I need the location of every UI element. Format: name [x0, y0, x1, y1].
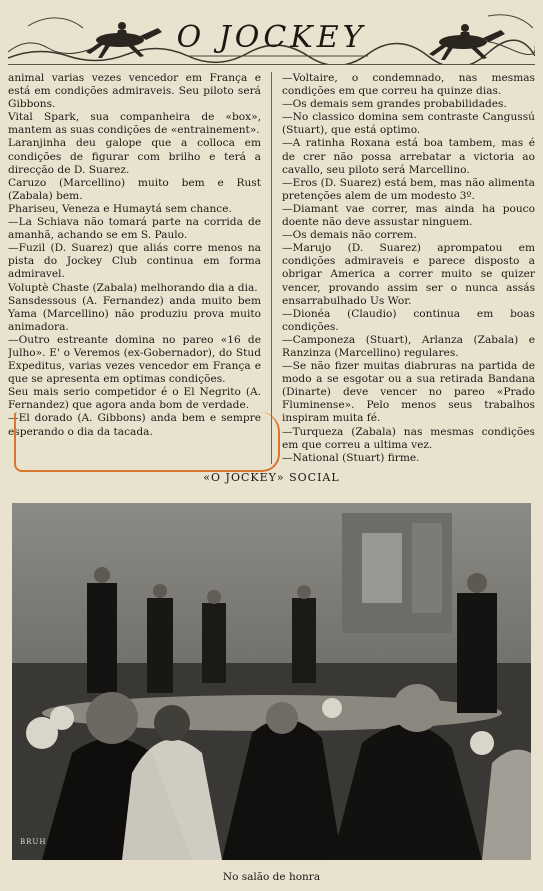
paragraph: —Voltaire, o condemnado, nas mesmas condições em que correu ha quinze dias.	[282, 72, 535, 98]
paragraph: —El dorado (A. Gibbons) anda bem e sempre esperando o dia da tacada.	[8, 412, 261, 438]
left-column	[8, 72, 261, 464]
paragraph: —Fuzil (D. Suarez) que aliás corre menos na pista do Jockey Club continua em forma admiravel.	[8, 242, 261, 281]
paragraph: —Dionéa (Claudio) continua em boas condições.	[282, 307, 535, 333]
paragraph: —Os demais sem grandes probabilidades.	[282, 98, 507, 111]
paragraph: —Camponeza (Stuart), Arlanza (Zabala) e Ranzinza (Marcellino) regulares.	[282, 333, 535, 359]
article-columns	[8, 72, 535, 464]
paragraph: —Outro estreante domina no pareo «16 de Julho». E' o Veremos (ex-Gobernador), do Stud Expeditus, varias vezes vencedor em França e que se apresenta em optimas condições.	[8, 333, 261, 386]
masthead-title: O JOCKEY	[176, 20, 367, 55]
paragraph: —No classico domina sem contraste Cangussú (Stuart), que está optimo.	[282, 111, 535, 137]
paragraph: Laranjinha deu galope que a colloca em condições de figurar com brilho e terá a direcção de D. Suarez.	[8, 137, 261, 176]
paragraph: Caruzo (Marcellino) muito bem e Rust (Zabala) bem.	[8, 176, 261, 202]
banquet-photo-illustration	[12, 503, 531, 860]
paragraph: —La Schiava não tomará parte na corrida de amanhã, achando se em S. Paulo.	[8, 216, 261, 242]
paragraph: animal varias vezes vencedor em França e está em condições admiraveis. Seu piloto será Gibbons.	[8, 72, 261, 111]
photo-caption: No salão de honra	[222, 871, 321, 883]
paragraph: Seu mais serio competidor é o El Negrito (A. Fernandez) que agora anda bom de verdade.	[8, 386, 261, 412]
paragraph: Voluptè Chaste (Zabala) melhorando dia a dia.	[8, 281, 258, 294]
paragraph: —Marujo (D. Suarez) aprompatou em condições admiraveis e parece disposto a obrigar America a correr muito se quizer vencer, provando assim ser o nunca assás ensarrabulhado Us Wor.	[282, 242, 535, 307]
right-column	[282, 72, 535, 464]
section-title: «O JOCKEY» SOCIAL	[203, 471, 340, 484]
paragraph: —Diamant vae correr, mas ainda ha pouco doente não deve assustar ninguem.	[282, 202, 535, 229]
paragraph: —Os demais não correm.	[282, 229, 417, 242]
paragraph: —Se não fizer muitas diabruras na partida de modo a se esgotar ou a sua retirada Bandana (Dinarte) deve vencer no pareo «Prado Fluminense». Pelo menos seus trabalhos inspiram muita fé.	[282, 360, 535, 425]
paragraph: —A ratinha Roxana está boa tambem, mas é de crer não possa arrebatar a victoria ao cavallo, seu piloto será Marcellino.	[282, 137, 535, 176]
masthead	[8, 6, 535, 65]
paragraph: —National (Stuart) firme.	[282, 451, 420, 464]
banquet-photo	[12, 503, 531, 860]
paragraph: Phariseu, Veneza e Humaytá sem chance.	[8, 202, 232, 215]
column-divider	[271, 72, 272, 464]
paragraph: Vital Spark, sua companheira de «box», mantem as suas condições de «entrainement».	[8, 111, 261, 137]
photographer-signature: BRUH	[20, 838, 47, 846]
paragraph: —Turqueza (Zabala) nas mesmas condições em que correu a ultima vez.	[282, 425, 535, 451]
paragraph: —Eros (D. Suarez) está bem, mas não alimenta pretenções alem de um modesto 3º.	[282, 176, 535, 202]
paragraph: Sansdessous (A. Fernandez) anda muito bem Yama (Marcellino) não produziu prova muito animadora.	[8, 294, 261, 333]
